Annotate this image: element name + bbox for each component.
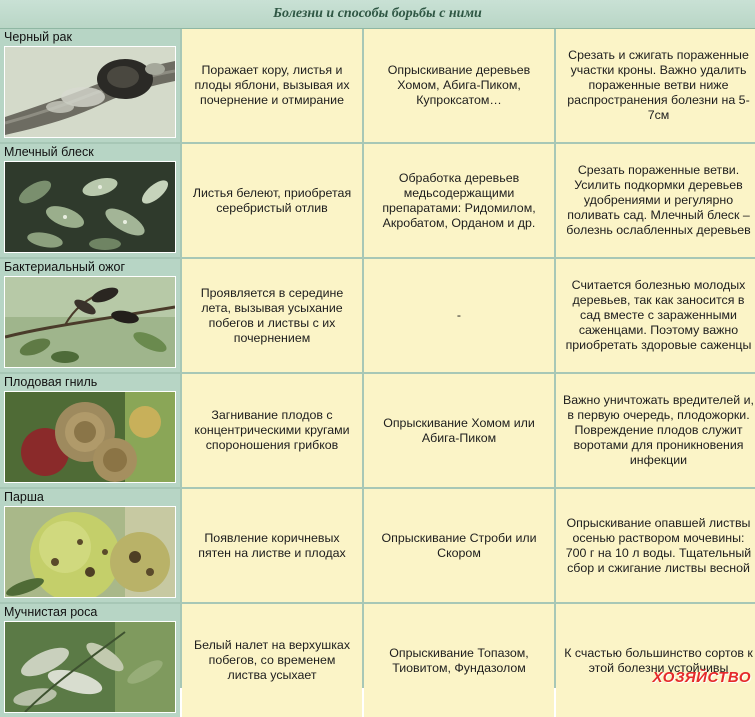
disease-name-cell bbox=[0, 604, 180, 717]
treatment-cell: Опрыскивание Хомом или Абига-Пиком bbox=[364, 374, 554, 487]
disease-name-cell bbox=[0, 144, 180, 257]
treatment-cell: Опрыскивание деревьев Хомом, Абига-Пиком, Купроксатом… bbox=[364, 29, 554, 142]
fruit-rot-photo bbox=[4, 391, 176, 483]
disease-name: Мучнистая роса bbox=[4, 605, 98, 619]
treatment-cell: Опрыскивание Строби или Скором bbox=[364, 489, 554, 602]
notes-cell: Считается болезнью молодых деревьев, так как заносится в сад вместе с зараженными саженцами. Поэтому важно приобретать здоровые саженцы bbox=[556, 259, 755, 372]
disease-table bbox=[0, 29, 755, 688]
disease-name: Бактериальный ожог bbox=[4, 260, 126, 274]
symptoms-cell: Листья белеют, приобретая серебристый отлив bbox=[182, 144, 362, 257]
disease-name-cell bbox=[0, 374, 180, 487]
treatment-cell: Опрыскивание Топазом, Тиовитом, Фундазолом bbox=[364, 604, 554, 717]
table-title: Болезни и способы борьбы с ними bbox=[273, 6, 482, 21]
black-canker-photo bbox=[4, 46, 176, 138]
brand-logo: ХОЗЯЙСТВО bbox=[652, 669, 751, 686]
table-header bbox=[0, 0, 755, 29]
apple-scab-photo bbox=[4, 506, 176, 598]
treatment-cell: - bbox=[364, 259, 554, 372]
disease-name-cell bbox=[0, 29, 180, 142]
symptoms-cell: Поражает кору, листья и плоды яблони, вызывая их почернение и отмирание bbox=[182, 29, 362, 142]
disease-name: Млечный блеск bbox=[4, 145, 94, 159]
fire-blight-photo bbox=[4, 276, 176, 368]
disease-name-cell bbox=[0, 489, 180, 602]
disease-name: Парша bbox=[4, 490, 44, 504]
notes-cell: Важно уничтожать вредителей и, в первую очередь, плодожорки. Повреждение плодов служит воротами для проникновения инфекции bbox=[556, 374, 755, 487]
symptoms-cell: Белый налет на верхушках побегов, со временем листва усыхает bbox=[182, 604, 362, 717]
notes-cell: Срезать пораженные ветви. Усилить подкормки деревьев удобрениями и регулярно поливать сад. Млечный блеск – болезнь ослабленных деревьев bbox=[556, 144, 755, 257]
disease-name: Черный рак bbox=[4, 30, 72, 44]
symptoms-cell: Проявляется в середине лета, вызывая усыхание побегов и листвы с их почернением bbox=[182, 259, 362, 372]
disease-name-cell bbox=[0, 259, 180, 372]
symptoms-cell: Загнивание плодов с концентрическими кругами спороношения грибков bbox=[182, 374, 362, 487]
silver-leaf-photo bbox=[4, 161, 176, 253]
powdery-mildew-photo bbox=[4, 621, 176, 713]
treatment-cell: Обработка деревьев медьсодержащими препаратами: Ридомилом, Акробатом, Орданом и др. bbox=[364, 144, 554, 257]
symptoms-cell: Появление коричневых пятен на листве и плодах bbox=[182, 489, 362, 602]
notes-cell: Срезать и сжигать пораженные участки кроны. Важно удалить пораженные ветви ниже распространения болезни на 5-7см bbox=[556, 29, 755, 142]
notes-cell: К счастью большинство сортов к этой болезни устойчивы bbox=[556, 604, 755, 717]
disease-name: Плодовая гниль bbox=[4, 375, 98, 389]
notes-cell: Опрыскивание опавшей листвы осенью раствором мочевины: 700 г на 10 л воды. Тщательный сбор и сжигание листвы весной bbox=[556, 489, 755, 602]
